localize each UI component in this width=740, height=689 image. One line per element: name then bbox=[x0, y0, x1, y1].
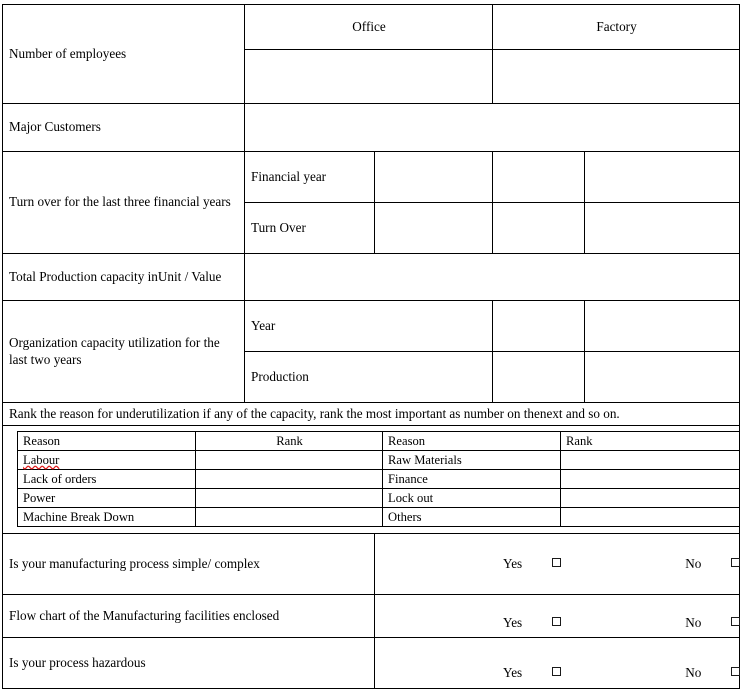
table-row-employees bbox=[3, 5, 740, 50]
rank-table bbox=[17, 431, 740, 527]
table-row-production-capacity bbox=[3, 254, 740, 301]
year-value-2[interactable] bbox=[585, 301, 740, 352]
question-1-text: Flow chart of the Manufacturing facilities enclosed bbox=[3, 594, 375, 637]
rank-reason-right-0: Raw Materials bbox=[383, 450, 561, 469]
production-capacity-label: Total Production capacity inUnit / Value bbox=[3, 254, 245, 301]
turn-over-value-3[interactable] bbox=[585, 203, 740, 254]
turnover-label: Turn over for the last three financial years bbox=[3, 152, 245, 254]
rank-reason-right-2: Lock out bbox=[383, 488, 561, 507]
table-row-question-2 bbox=[3, 637, 740, 688]
rank-header-rank-right: Rank bbox=[561, 431, 740, 450]
factory-header: Factory bbox=[493, 5, 740, 50]
table-row-rank-table bbox=[3, 425, 740, 533]
question-1-no-checkbox[interactable] bbox=[731, 617, 740, 626]
question-0-answers bbox=[381, 556, 734, 572]
question-2-yes-label: Yes bbox=[503, 665, 522, 681]
production-label: Production bbox=[245, 352, 493, 403]
question-0-text: Is your manufacturing process simple/ complex bbox=[3, 533, 375, 594]
table-row bbox=[18, 450, 740, 469]
rank-table-wrapper bbox=[9, 429, 734, 530]
rank-reason-left-2: Power bbox=[18, 488, 196, 507]
production-capacity-input[interactable] bbox=[245, 254, 740, 301]
question-0-yes-label: Yes bbox=[503, 556, 522, 572]
major-customers-label: Major Customers bbox=[3, 104, 245, 152]
rank-reason-left-0-text: Labour bbox=[23, 453, 59, 467]
rank-header-reason-right: Reason bbox=[383, 431, 561, 450]
rank-value-right-1[interactable] bbox=[561, 469, 740, 488]
rank-reason-right-3: Others bbox=[383, 507, 561, 526]
rank-instruction-text: Rank the reason for underutilization if any of the capacity, rank the most important as number on thenext and so on. bbox=[3, 403, 740, 426]
rank-header-reason-left: Reason bbox=[18, 431, 196, 450]
capacity-utilization-label: Organization capacity utilization for the last two years bbox=[3, 301, 245, 403]
table-row-question-0 bbox=[3, 533, 740, 594]
question-1-answers bbox=[381, 601, 734, 631]
financial-year-label: Financial year bbox=[245, 152, 375, 203]
production-value-2[interactable] bbox=[585, 352, 740, 403]
rank-value-left-2[interactable] bbox=[196, 488, 383, 507]
question-2-no-label: No bbox=[685, 665, 701, 681]
question-2-answers bbox=[381, 645, 734, 681]
turn-over-label: Turn Over bbox=[245, 203, 375, 254]
question-1-no-label: No bbox=[685, 615, 701, 631]
turn-over-value-2[interactable] bbox=[493, 203, 585, 254]
year-value-1[interactable] bbox=[493, 301, 585, 352]
factory-value-input[interactable] bbox=[493, 50, 740, 104]
rank-reason-left-3: Machine Break Down bbox=[18, 507, 196, 526]
rank-reason-left-1: Lack of orders bbox=[18, 469, 196, 488]
question-2-no-checkbox[interactable] bbox=[731, 667, 740, 676]
table-row-rank-instruction bbox=[3, 403, 740, 426]
turn-over-value-1[interactable] bbox=[375, 203, 493, 254]
questionnaire-table bbox=[2, 4, 740, 689]
form-page bbox=[0, 4, 740, 630]
table-row-turnover-financial-year bbox=[3, 152, 740, 203]
rank-value-left-3[interactable] bbox=[196, 507, 383, 526]
financial-year-value-1[interactable] bbox=[375, 152, 493, 203]
question-0-no-checkbox[interactable] bbox=[731, 558, 740, 567]
table-row bbox=[18, 469, 740, 488]
office-header: Office bbox=[245, 5, 493, 50]
question-2-text: Is your process hazardous bbox=[3, 637, 375, 688]
financial-year-value-3[interactable] bbox=[585, 152, 740, 203]
financial-year-value-2[interactable] bbox=[493, 152, 585, 203]
rank-value-left-1[interactable] bbox=[196, 469, 383, 488]
office-value-input[interactable] bbox=[245, 50, 493, 104]
question-2-yes-checkbox[interactable] bbox=[552, 667, 561, 676]
table-row-capacity-utilization-year bbox=[3, 301, 740, 352]
year-label: Year bbox=[245, 301, 493, 352]
rank-value-right-0[interactable] bbox=[561, 450, 740, 469]
rank-reason-right-1: Finance bbox=[383, 469, 561, 488]
table-row bbox=[18, 488, 740, 507]
rank-table-header-row bbox=[18, 431, 740, 450]
rank-header-rank-left: Rank bbox=[196, 431, 383, 450]
rank-value-right-2[interactable] bbox=[561, 488, 740, 507]
table-row bbox=[18, 507, 740, 526]
production-value-1[interactable] bbox=[493, 352, 585, 403]
rank-value-right-3[interactable] bbox=[561, 507, 740, 526]
table-row-major-customers bbox=[3, 104, 740, 152]
employees-label: Number of employees bbox=[3, 5, 245, 104]
question-1-yes-label: Yes bbox=[503, 615, 522, 631]
major-customers-input[interactable] bbox=[245, 104, 740, 152]
question-0-yes-checkbox[interactable] bbox=[552, 558, 561, 567]
rank-value-left-0[interactable] bbox=[196, 450, 383, 469]
question-0-no-label: No bbox=[685, 556, 701, 572]
table-row-question-1 bbox=[3, 594, 740, 637]
rank-reason-left-0 bbox=[18, 450, 196, 469]
question-1-yes-checkbox[interactable] bbox=[552, 617, 561, 626]
